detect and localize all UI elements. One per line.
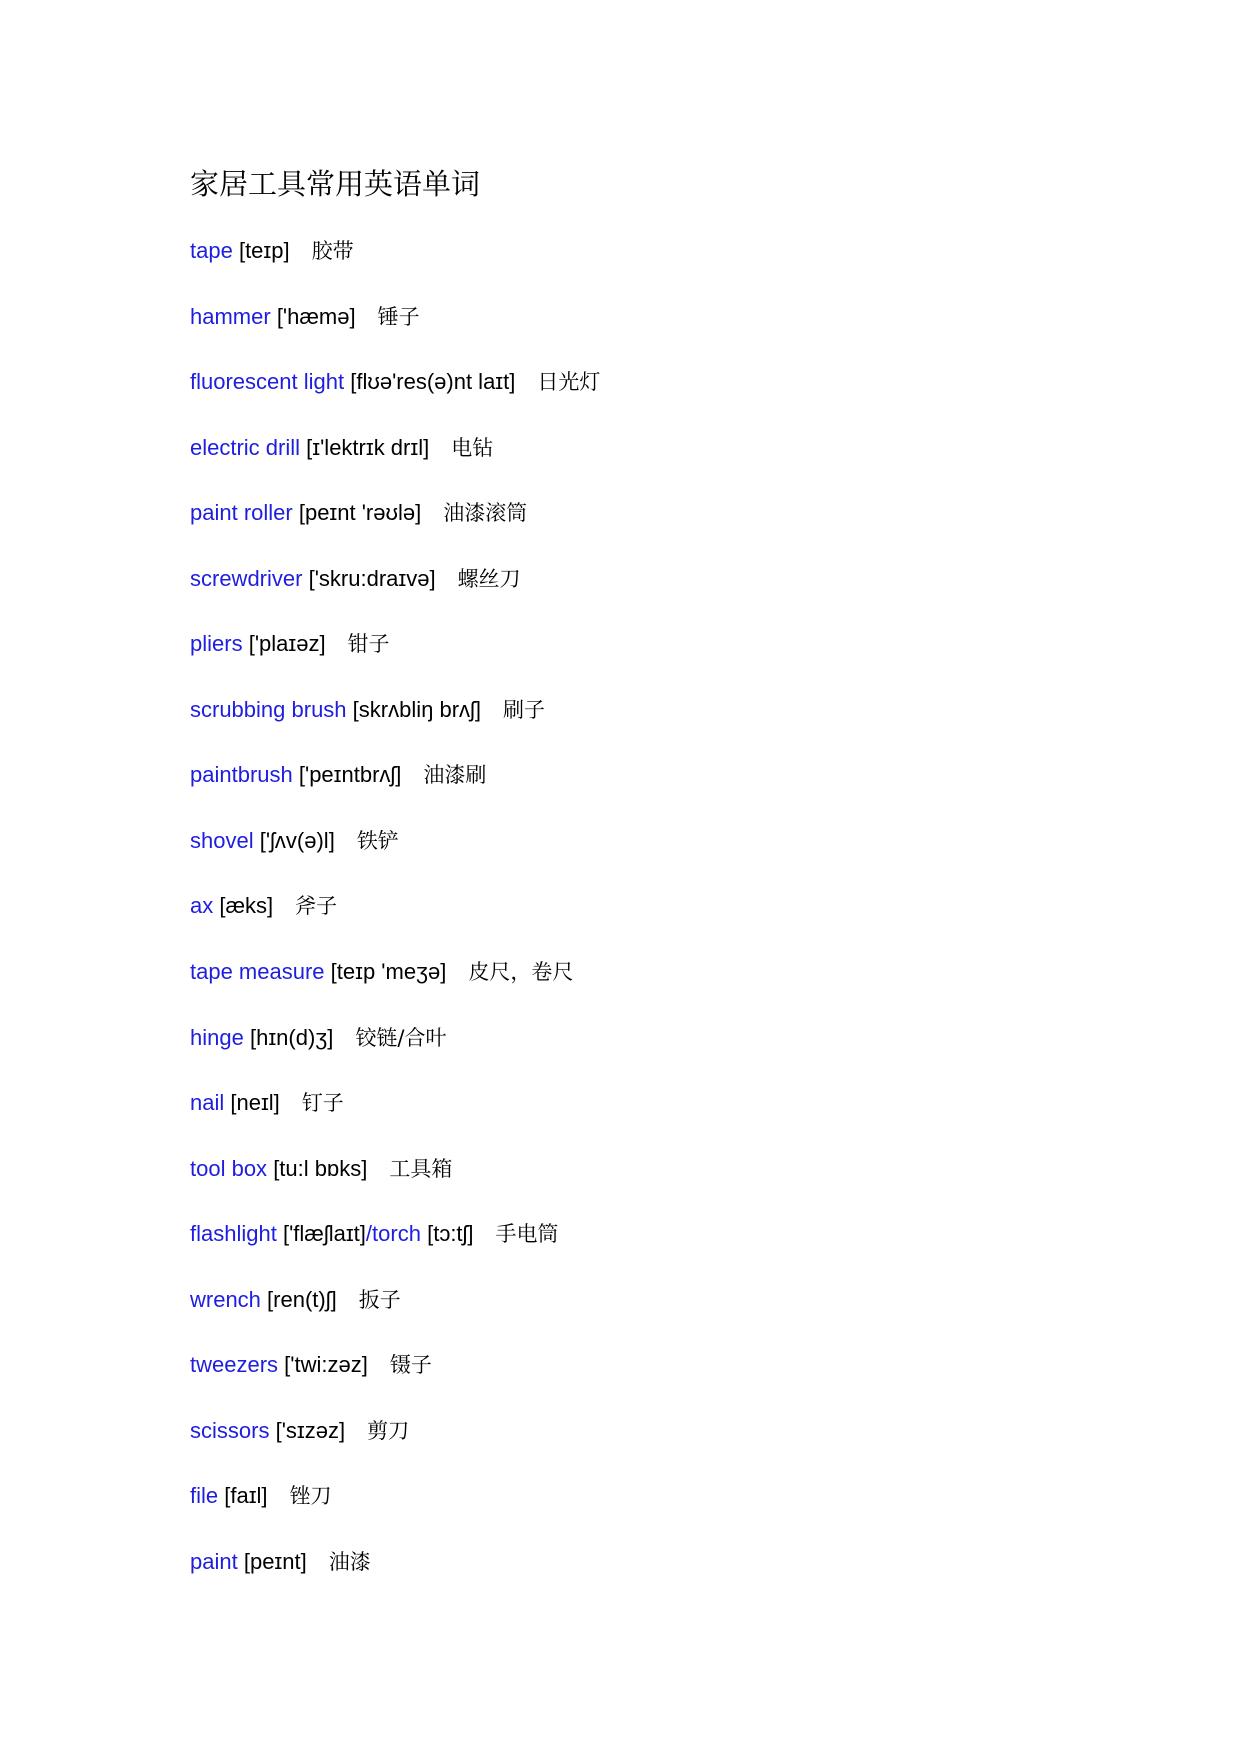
phonetic-transcription: [teɪp 'meʒə]: [330, 959, 447, 985]
vocab-entry: [190, 1398, 1090, 1464]
english-word: scrubbing brush: [190, 696, 347, 722]
chinese-meaning: 螺丝刀: [457, 566, 521, 591]
phonetic-transcription: [skrʌbliŋ brʌʃ]: [352, 696, 482, 722]
english-word: hinge: [190, 1024, 244, 1050]
vocab-entry: [190, 284, 1090, 350]
vocab-entry: [190, 1070, 1090, 1136]
phonetic-transcription: [ren(t)ʃ]: [267, 1286, 337, 1312]
chinese-meaning: 油漆: [328, 1549, 371, 1574]
chinese-meaning: 日光灯: [537, 370, 601, 395]
english-word: paint: [190, 1548, 238, 1574]
phonetic-transcription: [faɪl]: [224, 1483, 268, 1509]
phonetic-transcription: [æks]: [219, 893, 274, 919]
english-word: tool box: [190, 1155, 268, 1181]
english-word: file: [190, 1483, 219, 1509]
chinese-meaning: 刷子: [503, 697, 546, 722]
vocab-entry: [190, 611, 1090, 677]
english-word: ax: [190, 893, 214, 919]
phonetic-transcription: [peɪnt 'rəʊlə]: [298, 500, 422, 526]
chinese-meaning: 电钻: [451, 435, 494, 460]
phonetic-transcription: [flʊə'res(ə)nt laɪt]: [350, 369, 516, 395]
english-word: paintbrush: [190, 762, 293, 788]
phonetic-transcription: ['ʃʌv(ə)l]: [259, 827, 335, 853]
english-word: tape measure: [190, 959, 325, 985]
phonetic-transcription: ['flæʃlaɪt]: [282, 1221, 366, 1247]
vocab-entry: [190, 349, 1090, 415]
english-word: scissors: [190, 1417, 270, 1443]
vocab-entry: [190, 1267, 1090, 1333]
phonetic-transcription: ['hæmə]: [276, 303, 356, 329]
phonetic-transcription: ['peɪntbrʌʃ]: [298, 762, 402, 788]
vocabulary-list: [190, 218, 1090, 1594]
vocab-entry: [190, 1005, 1090, 1071]
vocab-entry: [190, 677, 1090, 743]
english-word: wrench: [190, 1286, 261, 1312]
chinese-meaning: 手电筒: [495, 1222, 559, 1247]
phonetic-transcription: ['twi:zəz]: [284, 1352, 368, 1378]
vocab-entry: [190, 415, 1090, 481]
chinese-meaning: 锉刀: [289, 1484, 332, 1509]
document-title: 家居工具常用英语单词: [190, 167, 481, 201]
english-word: shovel: [190, 827, 254, 853]
vocab-entry: [190, 480, 1090, 546]
chinese-meaning: 扳子: [358, 1287, 401, 1312]
phonetic-transcription: [teɪp]: [238, 238, 290, 263]
english-word: pliers: [190, 631, 243, 657]
phonetic-transcription: ['plaɪəz]: [248, 631, 326, 657]
phonetic-transcription: ['sɪzəz]: [275, 1417, 346, 1443]
vocab-entry: [190, 546, 1090, 612]
vocab-entry: [190, 873, 1090, 939]
chinese-meaning: 斧子: [295, 894, 338, 919]
chinese-meaning: 锤子: [377, 304, 420, 329]
phonetic-transcription: [peɪnt]: [243, 1548, 307, 1574]
vocab-entry: [190, 808, 1090, 874]
phonetic-transcription: ['skru:draɪvə]: [308, 565, 436, 591]
english-word: nail: [190, 1090, 225, 1116]
chinese-meaning: 钳子: [347, 632, 390, 657]
phonetic-transcription: [ɪ'lektrɪk drɪl]: [306, 434, 430, 460]
english-word: fluorescent light: [190, 369, 345, 395]
english-word: hammer: [190, 303, 271, 329]
phonetic-transcription: [hɪn(d)ʒ]: [249, 1024, 334, 1050]
chinese-meaning: 铁铲: [356, 828, 399, 853]
term-separator: /: [365, 1221, 373, 1247]
phonetic-transcription: [tu:l bɒks]: [273, 1155, 368, 1181]
english-word: tape: [190, 238, 233, 263]
vocab-entry: [190, 218, 1090, 284]
english-word: paint roller: [190, 500, 293, 526]
chinese-meaning: 皮尺，卷尺: [468, 960, 574, 985]
english-word: screwdriver: [190, 565, 303, 591]
vocab-entry: [190, 742, 1090, 808]
vocab-entry: [190, 1463, 1090, 1529]
english-word: torch: [372, 1221, 421, 1247]
chinese-meaning: 铰链/合叶: [355, 1025, 447, 1050]
chinese-meaning: 胶带: [311, 239, 354, 263]
chinese-meaning: 油漆滚筒: [443, 501, 528, 526]
chinese-meaning: 油漆刷: [423, 763, 487, 788]
english-word: flashlight: [190, 1221, 277, 1247]
chinese-meaning: 钉子: [301, 1091, 344, 1116]
phonetic-transcription: [tɔ:tʃ]: [427, 1221, 474, 1247]
english-word: electric drill: [190, 434, 301, 460]
vocab-entry: [190, 1136, 1090, 1202]
chinese-meaning: 剪刀: [367, 1418, 410, 1443]
phonetic-transcription: [neɪl]: [230, 1090, 280, 1116]
vocab-entry: [190, 939, 1090, 1005]
vocab-entry: [190, 1529, 1090, 1595]
vocab-entry: [190, 1201, 1090, 1267]
english-word: tweezers: [190, 1352, 279, 1378]
chinese-meaning: 镊子: [389, 1353, 432, 1378]
chinese-meaning: 工具箱: [389, 1156, 453, 1181]
vocab-entry: [190, 1332, 1090, 1398]
